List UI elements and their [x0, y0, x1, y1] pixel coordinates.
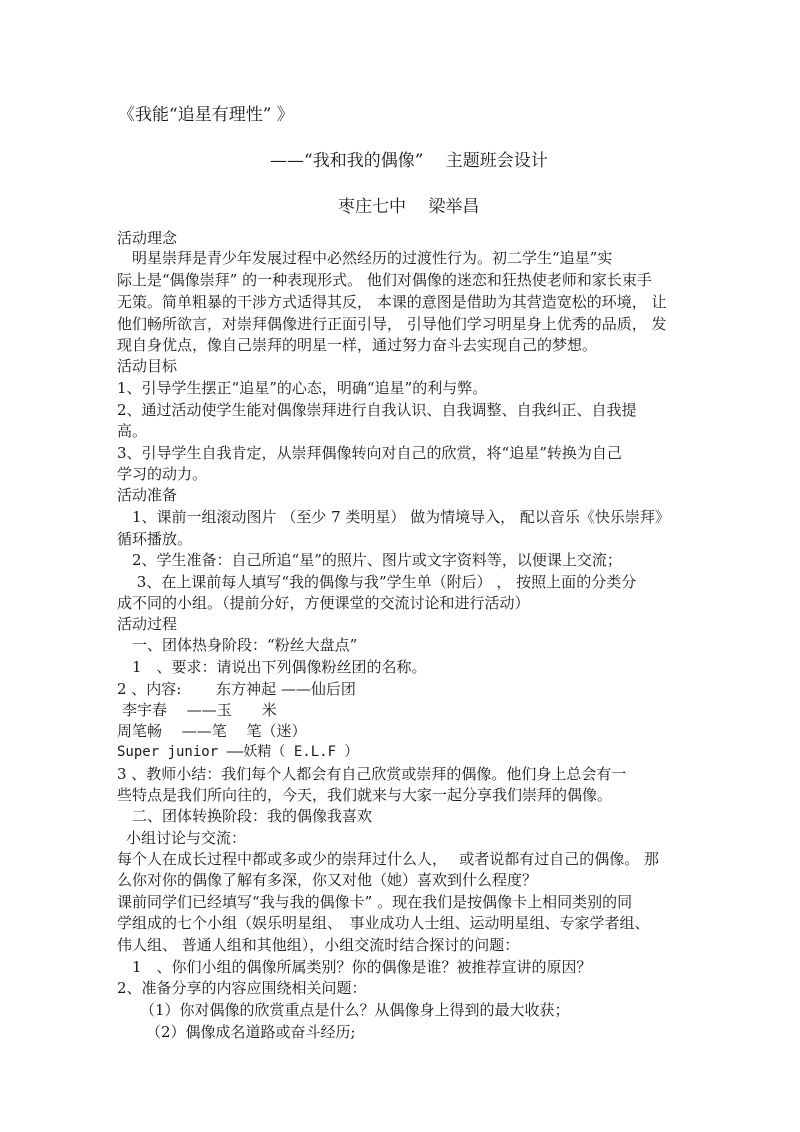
fan-club-line: 李宇春 ——玉 米: [122, 701, 277, 719]
fan-club-line: 周笔畅 ——笔 笔（迷）: [117, 722, 307, 740]
section-heading-prep: 活动准备: [117, 486, 178, 504]
paragraph-line: 际上是“偶像崇拜” 的一种表现形式。 他们对偶像的迷恋和狂热使老师和家长束手: [117, 271, 652, 289]
paragraph-line: 课前同学们已经填写“我与我的偶像卡” 。现在我们是按偶像卡上相同类别的同: [117, 893, 633, 911]
section-heading-process: 活动过程: [117, 615, 178, 633]
list-item: 2 、内容: 东方神起 ——仙后团: [117, 680, 356, 698]
list-item: 2、学生准备：自己所追“星”的照片、图片或文字资料等，以便课上交流；: [117, 551, 622, 569]
section-heading-concept: 活动理念: [117, 229, 178, 247]
list-item: 3 、教师小结：我们每个人都会有自己欣赏或崇拜的偶像。他们身上总会有一: [117, 765, 627, 783]
section-heading-goals: 活动目标: [117, 357, 178, 375]
paragraph-line: 他们畅所欲言，对崇拜偶像进行正面引导， 引导他们学习明星身上优秀的品质， 发: [117, 315, 667, 333]
list-item: （2）偶像成名道路或奋斗经历;: [146, 1023, 356, 1041]
subsection-heading: 一、团体热身阶段：“粉丝大盘点”: [117, 636, 358, 654]
list-item-continuation: 循环播放。: [117, 530, 193, 548]
paragraph-line: 小组讨论与交流：: [126, 829, 247, 847]
list-item: 1 、要求：请说出下列偶像粉丝团的名称。: [117, 658, 427, 676]
list-item-continuation: 成不同的小组。（提前分好，方便课堂的交流讨论和进行活动）: [117, 594, 530, 612]
list-item-continuation: 学习的动力。: [117, 465, 208, 483]
paragraph-line: 伟人组、 普通人组和其他组），小组交流时结合探讨的问题：: [117, 936, 520, 954]
list-item: 3、在上课前每人填写“我的偶像与我”学生单（附后） ， 按照上面的分类分: [117, 573, 637, 591]
document-author: 枣庄七中 梁举昌: [338, 197, 480, 217]
list-item: 2、通过活动使学生能对偶像崇拜进行自我认识、自我调整、自我纠正、自我提: [117, 401, 637, 419]
list-item: 2、准备分享的内容应围绕相关问题：: [117, 979, 367, 997]
document-subtitle: ——“我和我的偶像” 主题班会设计: [270, 151, 548, 171]
list-item: （1）你对偶像的欣赏重点是什么？从偶像身上得到的最大收获；: [140, 1001, 570, 1019]
paragraph-line: 明星崇拜是青少年发展过程中必然经历的过渡性行为。初二学生“追星”实: [117, 249, 613, 267]
paragraph-line: 学组成的七个小组（娱乐明星组、 事业成功人士组、运动明星组、专家学者组、: [117, 914, 650, 932]
list-item: 1 、你们小组的偶像所属类别？你的偶像是谁？被推荐宣讲的原因？: [117, 958, 592, 976]
paragraph-line: 无策。简单粗暴的干涉方式适得其反， 本课的意图是借助为其营造宽松的环境， 让: [117, 293, 667, 311]
document-title: 《我能“追星有理性” 》: [118, 105, 294, 125]
paragraph-line: 么你对你的偶像了解有多深，你又对他（她）喜欢到什么程度？: [117, 871, 538, 889]
list-item: 3、引导学生自我肯定，从崇拜偶像转向对自己的欣赏，将“追星”转换为自己: [117, 444, 622, 462]
list-item: 1、引导学生摆正“追星”的心态，明确“追星”的利与弊。: [117, 379, 488, 397]
fan-club-line: Super junior ——妖精（ E.L.F ）: [117, 744, 359, 760]
list-item: 1、课前一组滚动图片 （至少 7 类明星） 做为情境导入， 配以音乐《快乐崇拜》: [117, 508, 670, 526]
subsection-heading: 二、团体转换阶段：我的偶像我喜欢: [117, 807, 373, 825]
list-item-continuation: 高。: [117, 422, 148, 440]
paragraph-line: 每个人在成长过程中都或多或少的崇拜过什么人， 或者说都有过自己的偶像。 那: [117, 850, 660, 868]
paragraph-line: 现自身优点，像自己崇拜的明星一样，通过努力奋斗去实现自己的梦想。: [117, 336, 598, 354]
list-item-continuation: 些特点是我们所向往的，今天，我们就来与大家一起分享我们崇拜的偶像。: [117, 786, 613, 804]
